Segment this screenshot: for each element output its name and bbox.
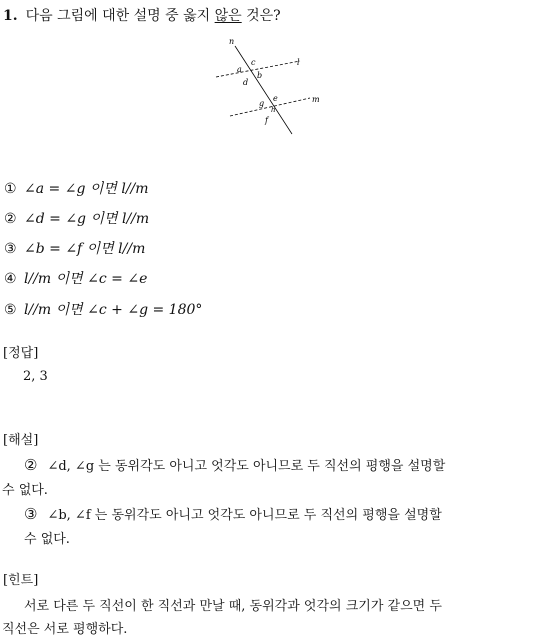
option-2[interactable] <box>4 208 149 228</box>
hint-line-1: 서로 다른 두 직선이 한 직선과 만날 때, 동위각과 엇각의 크기가 같으면 두 <box>24 599 442 614</box>
angle-label-f: f <box>265 116 268 125</box>
angle-label-c: c <box>251 58 256 67</box>
option-4[interactable] <box>4 268 147 288</box>
option-1-number: ① <box>4 181 17 197</box>
question-number: 1. <box>3 8 18 24</box>
option-5-number: ⑤ <box>4 302 17 318</box>
option-4-number: ④ <box>4 271 17 287</box>
angle-label-a: a <box>237 65 242 74</box>
hint-header: [힌트] <box>3 573 39 588</box>
label-m: m <box>312 95 320 104</box>
explanation-item-1 <box>24 455 445 474</box>
question-text-end: 것은? <box>241 8 281 24</box>
option-3[interactable] <box>4 238 145 258</box>
label-n: n <box>229 37 235 46</box>
explanation-item-2-number: ③ <box>24 505 38 523</box>
angle-label-g: g <box>259 99 265 108</box>
question-underlined-word: 않은 <box>214 8 242 24</box>
label-l: l <box>297 58 300 67</box>
option-1[interactable] <box>4 178 149 198</box>
question-text: 다음 그림에 대한 설명 중 옳지 <box>25 8 215 24</box>
option-4-text: l//m 이면 ∠c = ∠e <box>24 271 148 287</box>
explanation-item-1-text: ∠d, ∠g 는 동위각도 아니고 엇각도 아니므로 두 직선의 평행을 설명할 <box>47 459 446 474</box>
parallel-lines-figure <box>210 36 330 136</box>
answer-value: 2, 3 <box>23 369 48 384</box>
option-2-text: ∠d = ∠g 이면 l//m <box>24 211 150 227</box>
option-3-text: ∠b = ∠f 이면 l//m <box>24 241 146 257</box>
option-5-text: l//m 이면 ∠c + ∠g = 180° <box>24 302 203 318</box>
explanation-item-1-cont: 수 없다. <box>2 483 48 498</box>
angle-label-e: e <box>273 94 278 103</box>
option-1-text: ∠a = ∠g 이면 l//m <box>24 181 149 197</box>
angle-label-b: b <box>257 71 263 80</box>
option-5[interactable] <box>4 299 202 319</box>
explanation-item-1-number: ② <box>24 456 38 474</box>
angle-label-h: h <box>271 106 276 114</box>
transversal-line-n <box>235 46 292 134</box>
explanation-item-2 <box>24 504 442 523</box>
explanation-item-2-cont: 수 없다. <box>24 532 70 547</box>
angle-label-d: d <box>243 78 249 87</box>
hint-line-2: 직선은 서로 평행하다. <box>2 622 128 637</box>
explanation-item-2-text: ∠b, ∠f 는 동위각도 아니고 엇각도 아니므로 두 직선의 평행을 설명할 <box>47 508 442 523</box>
explanation-header: [해설] <box>3 433 39 448</box>
option-3-number: ③ <box>4 241 17 257</box>
answer-header: [정답] <box>3 346 39 361</box>
option-2-number: ② <box>4 211 17 227</box>
question-title <box>3 5 281 25</box>
